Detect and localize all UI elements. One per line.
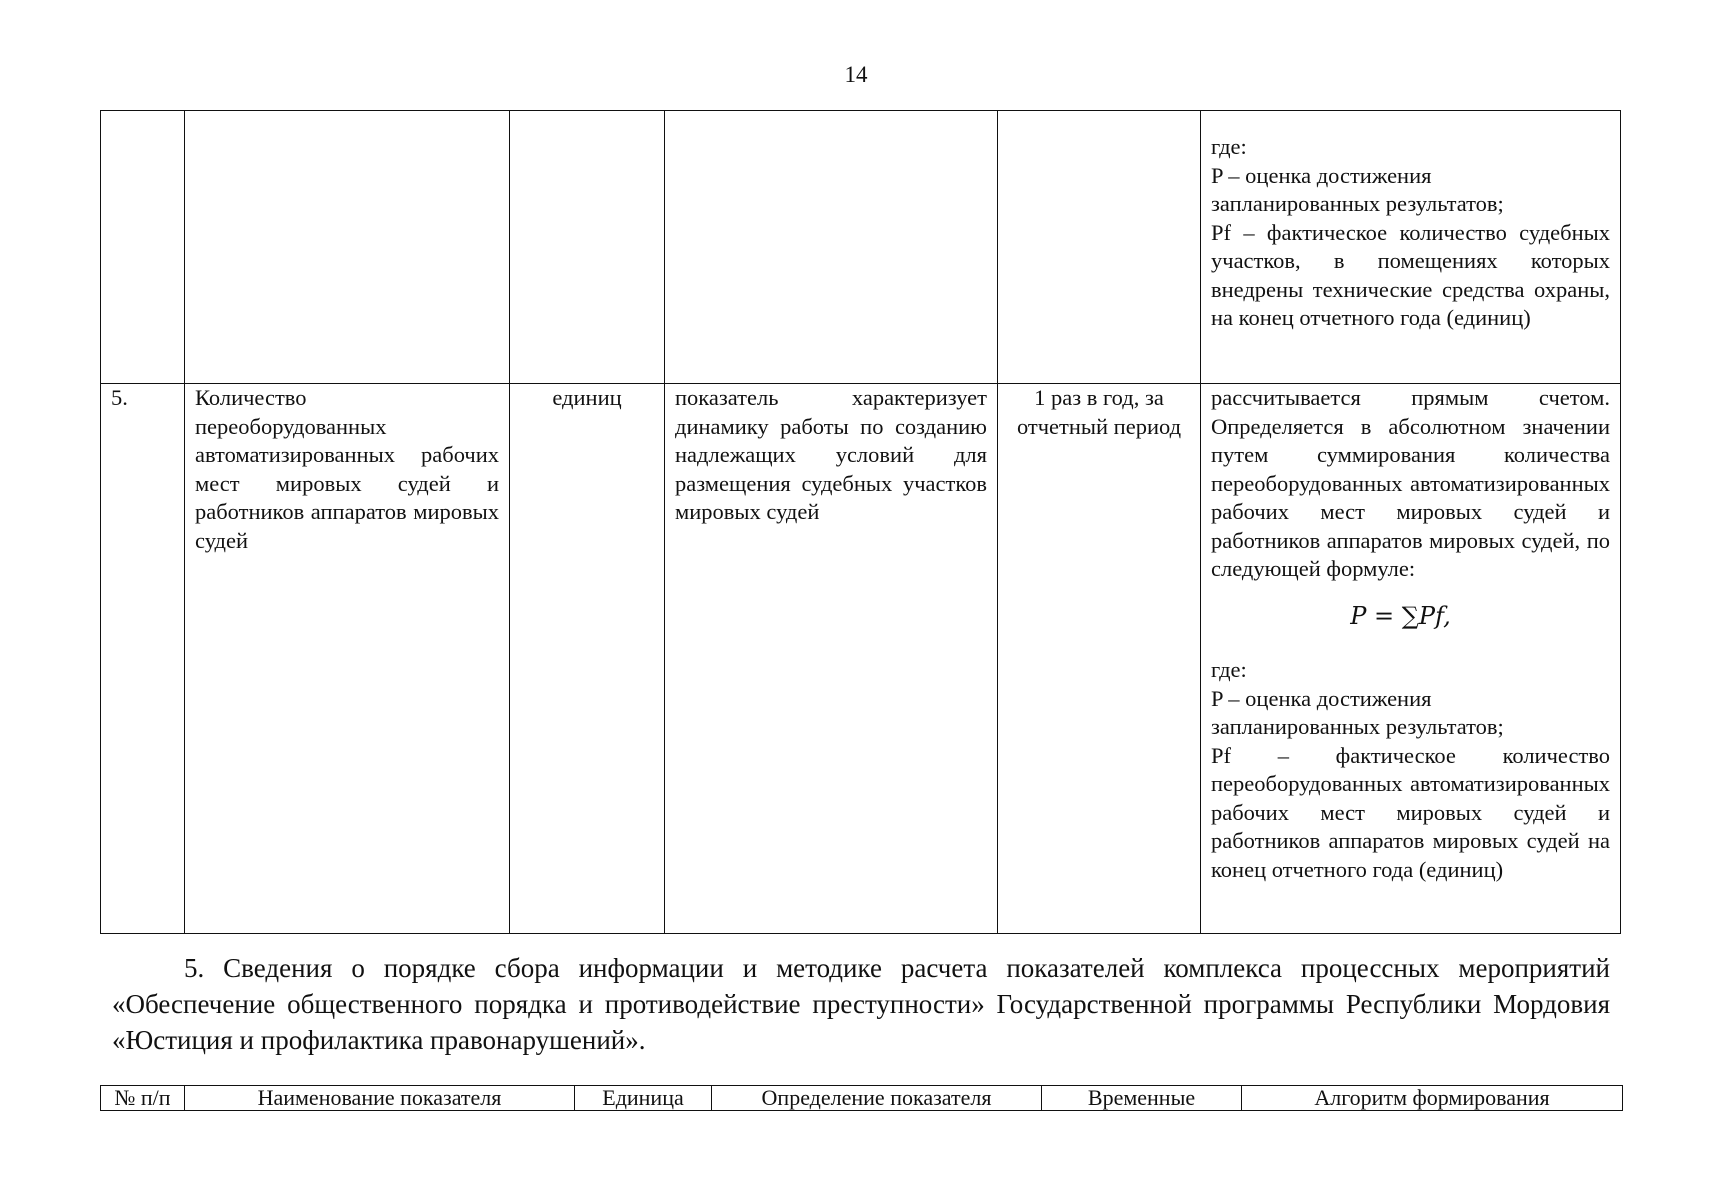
algorithm-intro: рассчитывается прямым счетом. Определяется в абсолютном значении путем суммирования количества переоборудованных автоматизированных рабочих мест мировых судей и работников аппаратов мировых судей, по следующей формуле: — [1211, 385, 1610, 581]
where-label: где: — [1211, 134, 1247, 159]
header-cell-unit: Единица — [575, 1086, 712, 1111]
header-cell-number: № п/п — [101, 1086, 185, 1111]
p-definition-cont: запланированных результатов; — [1211, 714, 1504, 739]
table-row-5 — [101, 384, 1621, 934]
cell-algorithm-continued — [1201, 111, 1621, 384]
cell-frequency: 1 раз в год, за отчетный период — [998, 384, 1201, 934]
cell-empty — [665, 111, 998, 384]
p-definition-cont: запланированных результатов; — [1211, 191, 1504, 216]
pf-definition: Pf – фактическое количество переоборудованных автоматизированных рабочих мест мировых судей и работников аппаратов мировых судей на конец отчетного года (единиц) — [1211, 742, 1610, 882]
formula: P = ∑Pf, — [1350, 601, 1451, 630]
header-cell-algorithm: Алгоритм формирования — [1242, 1086, 1623, 1111]
cell-empty — [101, 111, 185, 384]
cell-unit: единиц — [510, 384, 665, 934]
section-text: 5. Сведения о порядке сбора информации и методике расчета показателей комплекса процессных мероприятий «Обеспечение общественного порядка и противодействие преступности» Государственной программы Республики Мордовия «Юстиция и профилактика правонарушений». — [112, 953, 1610, 1055]
cell-empty — [510, 111, 665, 384]
cell-definition: показатель характеризует динамику работы по созданию надлежащих условий для размещения судебных участков мировых судей — [665, 384, 998, 934]
where-label: где: — [1211, 657, 1247, 682]
section-heading — [112, 950, 1610, 1058]
page-number: 14 — [844, 62, 868, 87]
indicators-table — [100, 110, 1621, 934]
cell-indicator-name: Количество переоборудованных автоматизированных рабочих мест мировых судей и работников аппаратов мировых судей — [185, 384, 510, 934]
cell-empty — [185, 111, 510, 384]
cell-empty — [998, 111, 1201, 384]
header-cell-time: Временные — [1042, 1086, 1242, 1111]
table-row-continued — [101, 111, 1621, 384]
next-table-header — [100, 1085, 1623, 1111]
header-cell-name: Наименование показателя — [185, 1086, 575, 1111]
pf-definition: Pf – фактическое количество судебных участков, в помещениях которых внедрены технические средства охраны, на конец отчетного года (единиц) — [1211, 219, 1610, 330]
p-definition: P – оценка достижения — [1211, 685, 1432, 711]
cell-number: 5. — [101, 384, 185, 934]
header-row — [101, 1086, 1623, 1111]
p-definition: P – оценка достижения — [1211, 162, 1432, 188]
header-cell-definition: Определение показателя — [712, 1086, 1042, 1111]
cell-algorithm — [1201, 384, 1621, 934]
